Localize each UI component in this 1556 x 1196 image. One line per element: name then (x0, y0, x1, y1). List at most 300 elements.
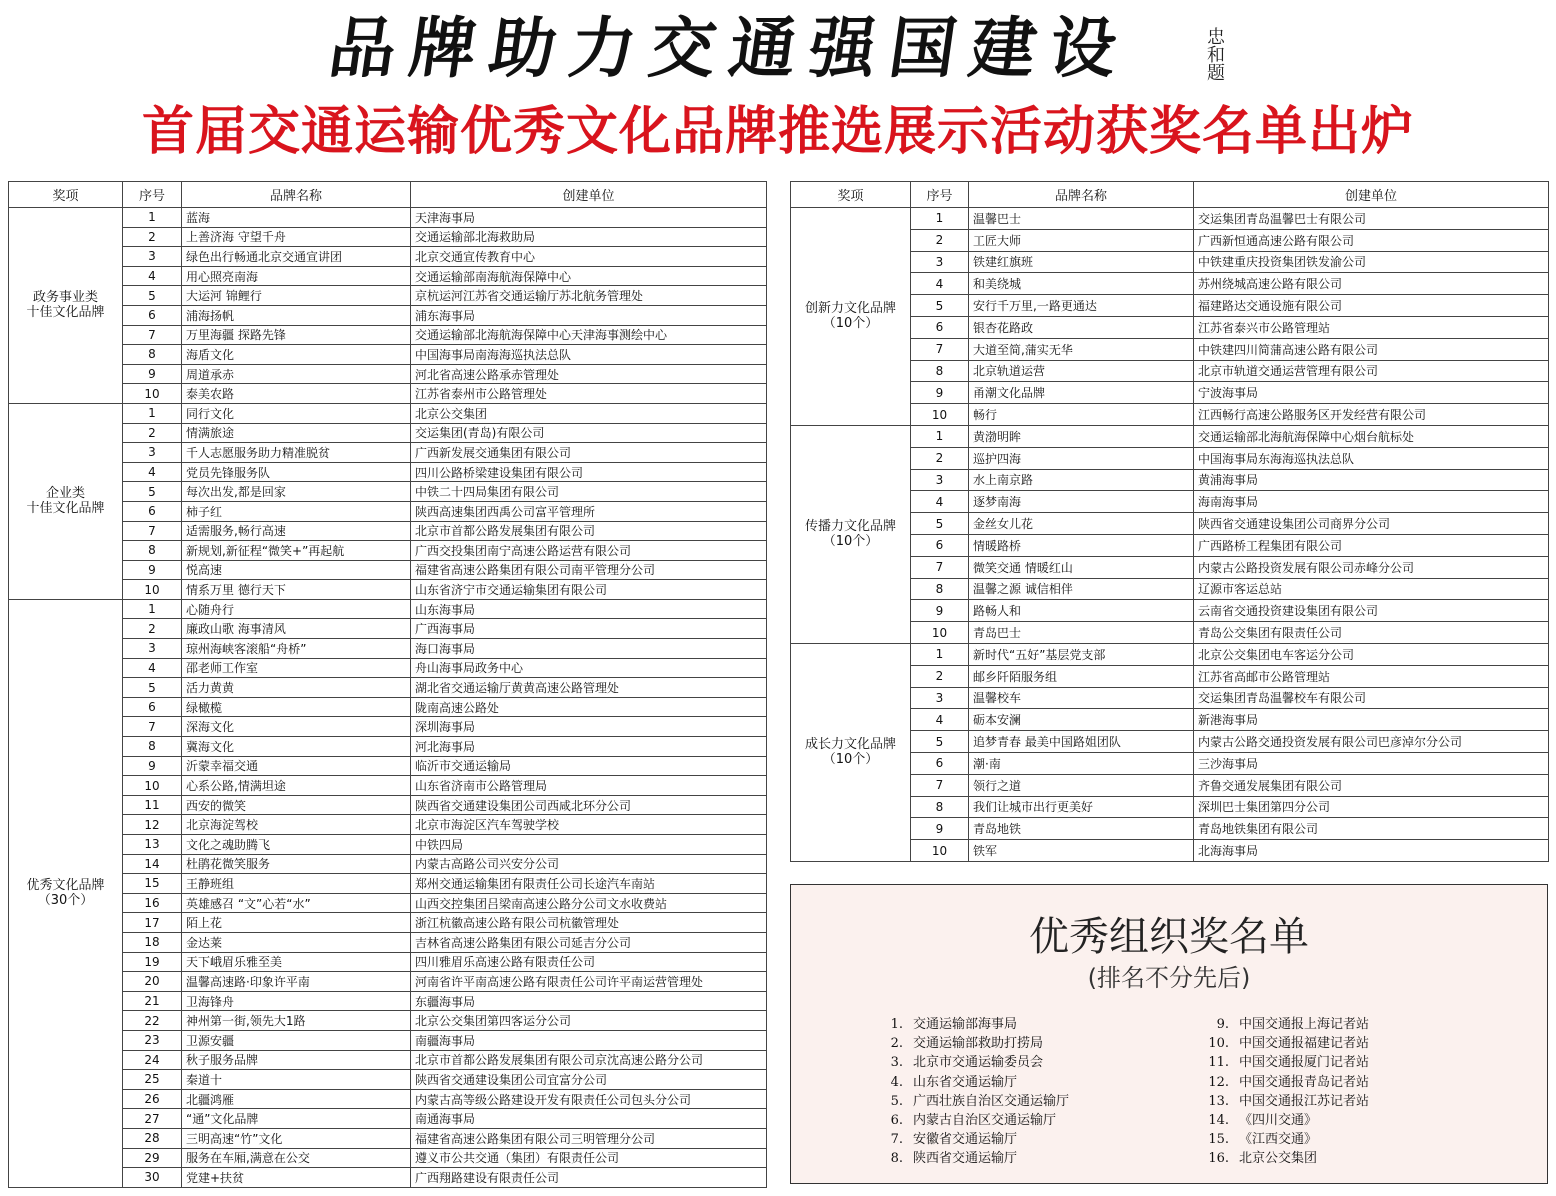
seq-cell: 5 (123, 482, 182, 502)
brand-name-cell: 青岛地铁 (969, 818, 1194, 840)
org-list-left (873, 1015, 1069, 1169)
table-row (9, 658, 767, 678)
seq-cell: 3 (911, 251, 969, 273)
table-row (9, 795, 767, 815)
unit-cell: 深圳巴士集团第四分公司 (1194, 796, 1549, 818)
brand-name-cell: 同行文化 (182, 403, 411, 423)
brand-name-cell: 英雄感召 “文”心若“水” (182, 893, 411, 913)
table-row (9, 776, 767, 796)
seq-cell: 22 (123, 1011, 182, 1031)
brand-name-cell: 浦海扬帆 (182, 305, 411, 325)
unit-cell: 内蒙古公路投资发展有限公司赤峰分公司 (1194, 556, 1549, 578)
list-item-name: 中国交通报青岛记者站 (1239, 1074, 1370, 1090)
unit-cell: 辽源市客运总站 (1194, 578, 1549, 600)
brand-name-cell: 金达莱 (182, 932, 411, 952)
unit-cell: 舟山海事局政务中心 (411, 658, 767, 678)
unit-cell: 中铁二十四局集团有限公司 (411, 482, 767, 502)
unit-cell: 浙江杭徽高速公路有限公司杭徽管理处 (411, 913, 767, 933)
table-row (9, 991, 767, 1011)
table-row (9, 678, 767, 698)
seq-cell: 16 (123, 893, 182, 913)
brand-name-cell: 青岛巴士 (969, 622, 1194, 644)
table-row (9, 1148, 767, 1168)
list-item-name: 山东省交通运输厅 (913, 1074, 1018, 1090)
list-item-name: 内蒙古自治区交通运输厅 (913, 1112, 1057, 1128)
header-brand: 品牌名称 (969, 182, 1194, 208)
table-row (9, 521, 767, 541)
award-category (9, 208, 123, 404)
header-unit: 创建单位 (411, 182, 767, 208)
list-item-number: 13. (1208, 1093, 1229, 1109)
brand-name-cell: 银杏花路政 (969, 316, 1194, 338)
unit-cell: 中铁四局 (411, 835, 767, 855)
unit-cell: 山东省济南市公路管理局 (411, 776, 767, 796)
list-item (873, 1092, 1069, 1111)
brand-name-cell: 铁建红旗班 (969, 251, 1194, 273)
unit-cell: 浦东海事局 (411, 305, 767, 325)
unit-cell: 福建路达交通设施有限公司 (1194, 295, 1549, 317)
table-row (9, 541, 767, 561)
unit-cell: 东疆海事局 (411, 991, 767, 1011)
list-item (873, 1149, 1069, 1168)
seq-cell: 18 (123, 932, 182, 952)
brand-name-cell: 蓝海 (182, 208, 411, 228)
brand-name-cell: 情暖路桥 (969, 534, 1194, 556)
seq-cell: 21 (123, 991, 182, 1011)
brand-name-cell: 三明高速“竹”文化 (182, 1128, 411, 1148)
list-item-number: 14. (1208, 1112, 1229, 1128)
table-row (9, 1030, 767, 1050)
brand-name-cell: 杜鹃花微笑服务 (182, 854, 411, 874)
unit-cell: 四川公路桥梁建设集团有限公司 (411, 462, 767, 482)
header-brand: 品牌名称 (182, 182, 411, 208)
org-award-subtitle: (排名不分先后) (1087, 964, 1251, 992)
brand-name-cell: 铁军 (969, 840, 1194, 862)
brand-name-cell: 水上南京路 (969, 469, 1194, 491)
seq-cell: 4 (911, 709, 969, 731)
list-item (1199, 1034, 1369, 1053)
list-item-name: 《四川交通》 (1239, 1112, 1318, 1128)
list-item-number: 2. (890, 1036, 903, 1052)
list-item-number: 6. (890, 1112, 903, 1128)
seq-cell: 5 (911, 731, 969, 753)
list-item (1199, 1111, 1369, 1130)
brand-name-cell: 绿色出行畅通北京交通宣讲团 (182, 247, 411, 267)
unit-cell: 四川雅眉乐高速公路有限责任公司 (411, 952, 767, 972)
seq-cell: 10 (123, 384, 182, 404)
list-item (1199, 1053, 1369, 1072)
unit-cell: 陇南高速公路处 (411, 697, 767, 717)
seq-cell: 27 (123, 1109, 182, 1129)
table-row (9, 913, 767, 933)
brand-name-cell: 周道承赤 (182, 364, 411, 384)
table-row (9, 482, 767, 502)
seq-cell: 5 (911, 513, 969, 535)
list-item-name: 《江西交通》 (1239, 1132, 1318, 1148)
brand-name-cell: 情系万里 德行天下 (182, 580, 411, 600)
list-item (873, 1073, 1069, 1092)
seq-cell: 14 (123, 854, 182, 874)
list-item (1199, 1015, 1369, 1034)
table-row (9, 462, 767, 482)
brand-name-cell: 琼州海峡客滚船“舟桥” (182, 639, 411, 659)
unit-cell: 苏州绕城高速公路有限公司 (1194, 273, 1549, 295)
seq-cell: 6 (123, 305, 182, 325)
unit-cell: 广西新发展交通集团有限公司 (411, 443, 767, 463)
seq-cell: 8 (911, 360, 969, 382)
list-item (873, 1130, 1069, 1149)
brand-name-cell: 用心照亮南海 (182, 266, 411, 286)
list-item (873, 1034, 1069, 1053)
brand-name-cell: 泰美农路 (182, 384, 411, 404)
table-row (9, 266, 767, 286)
brand-name-cell: 金丝女儿花 (969, 513, 1194, 535)
unit-cell: 海南海事局 (1194, 491, 1549, 513)
seq-cell: 4 (123, 462, 182, 482)
table-row (9, 854, 767, 874)
brand-name-cell: 西安的微笑 (182, 795, 411, 815)
list-item-number: 3. (890, 1055, 903, 1071)
table-row (9, 893, 767, 913)
seq-cell: 5 (123, 678, 182, 698)
award-category-line: 创新力文化品牌 (804, 301, 896, 317)
seq-cell: 17 (123, 913, 182, 933)
seq-cell: 2 (123, 423, 182, 443)
table-row (9, 1109, 767, 1129)
brand-name-cell: 每次出发,都是回家 (182, 482, 411, 502)
seq-cell: 2 (123, 619, 182, 639)
brand-name-cell: 邮乡阡陌服务组 (969, 665, 1194, 687)
seq-cell: 8 (123, 345, 182, 365)
table-row (9, 305, 767, 325)
table-row (9, 384, 767, 404)
table-row (9, 286, 767, 306)
brand-name-cell: 党建+扶贫 (182, 1168, 411, 1188)
table-row (9, 1050, 767, 1070)
unit-cell: 内蒙古高等级公路建设开发有限责任公司包头分公司 (411, 1089, 767, 1109)
brand-name-cell: 廉政山歌 海事清风 (182, 619, 411, 639)
unit-cell: 江苏省高邮市公路管理站 (1194, 665, 1549, 687)
unit-cell: 陕西省交通建设集团公司商界分公司 (1194, 513, 1549, 535)
brand-name-cell: 心随舟行 (182, 599, 411, 619)
unit-cell: 山东海事局 (411, 599, 767, 619)
brand-name-cell: 领行之道 (969, 774, 1194, 796)
seq-cell: 6 (911, 534, 969, 556)
unit-cell: 交通运输部南海航海保障中心 (411, 266, 767, 286)
list-item-number: 15. (1208, 1132, 1229, 1148)
table-row (9, 717, 767, 737)
seq-cell: 10 (911, 840, 969, 862)
unit-cell: 中国海事局南海海巡执法总队 (411, 345, 767, 365)
seq-cell: 5 (911, 295, 969, 317)
unit-cell: 北京市轨道交通运营管理有限公司 (1194, 360, 1549, 382)
table-row (9, 227, 767, 247)
seq-cell: 1 (911, 208, 969, 230)
seq-cell: 11 (123, 795, 182, 815)
award-category (791, 643, 911, 861)
seq-cell: 8 (123, 541, 182, 561)
list-item-name: 北京公交集团 (1239, 1151, 1318, 1167)
unit-cell: 临沂市交通运输局 (411, 756, 767, 776)
header-seq: 序号 (911, 182, 969, 208)
brand-name-cell: 新时代“五好”基层党支部 (969, 643, 1194, 665)
list-item (873, 1111, 1069, 1130)
seq-cell: 10 (123, 580, 182, 600)
list-item-number: 8. (890, 1151, 903, 1167)
table-row (9, 697, 767, 717)
unit-cell: 青岛地铁集团有限公司 (1194, 818, 1549, 840)
brand-name-cell: 微笑交通 情暖红山 (969, 556, 1194, 578)
seq-cell: 9 (911, 600, 969, 622)
unit-cell: 广西新恒通高速公路有限公司 (1194, 229, 1549, 251)
unit-cell: 齐鲁交通发展集团有限公司 (1194, 774, 1549, 796)
org-list-right (1199, 1015, 1369, 1169)
brand-name-cell: 秋子服务品牌 (182, 1050, 411, 1070)
unit-cell: 吉林省高速公路集团有限公司延吉分公司 (411, 932, 767, 952)
header-award: 奖项 (791, 182, 911, 208)
seq-cell: 4 (911, 273, 969, 295)
brand-name-cell: 适需服务,畅行高速 (182, 521, 411, 541)
seq-cell: 9 (123, 560, 182, 580)
seq-cell: 9 (123, 364, 182, 384)
brand-name-cell: 北京海淀驾校 (182, 815, 411, 835)
brand-name-cell: 深海文化 (182, 717, 411, 737)
list-item-name: 陕西省交通运输厅 (913, 1151, 1018, 1167)
table-row (9, 1011, 767, 1031)
award-category-line: （10个） (822, 752, 879, 768)
seq-cell: 2 (911, 665, 969, 687)
seq-cell: 25 (123, 1070, 182, 1090)
unit-cell: 北京市海淀区汽车驾驶学校 (411, 815, 767, 835)
seq-cell: 4 (911, 491, 969, 513)
seq-cell: 29 (123, 1148, 182, 1168)
list-item-name: 中国交通报厦门记者站 (1239, 1055, 1370, 1071)
seq-cell: 1 (123, 599, 182, 619)
seq-cell: 6 (123, 697, 182, 717)
brand-name-cell: 海盾文化 (182, 345, 411, 365)
headline: 首届交通运输优秀文化品牌推选展示活动获奖名单出炉 (141, 102, 1414, 162)
list-item-number: 5. (890, 1093, 903, 1109)
seq-cell: 28 (123, 1128, 182, 1148)
table-row (9, 932, 767, 952)
table-row (9, 560, 767, 580)
unit-cell: 江苏省泰兴市公路管理站 (1194, 316, 1549, 338)
brand-name-cell: 大道至简,蒲实无华 (969, 338, 1194, 360)
unit-cell: 交通运输部北海救助局 (411, 227, 767, 247)
table-row (9, 423, 767, 443)
award-category (791, 425, 911, 643)
brand-name-cell: 我们让城市出行更美好 (969, 796, 1194, 818)
unit-cell: 北京市首都公路发展集团有限公司 (411, 521, 767, 541)
seq-cell: 4 (123, 658, 182, 678)
unit-cell: 北海海事局 (1194, 840, 1549, 862)
seq-cell: 6 (911, 752, 969, 774)
list-item (873, 1015, 1069, 1034)
unit-cell: 内蒙古高路公司兴安分公司 (411, 854, 767, 874)
unit-cell: 交运集团青岛温馨校车有限公司 (1194, 687, 1549, 709)
table-row (9, 1128, 767, 1148)
unit-cell: 陕西省交通建设集团公司宜富分公司 (411, 1070, 767, 1090)
unit-cell: 陕西省交通建设集团公司西咸北环分公司 (411, 795, 767, 815)
list-item (1199, 1073, 1369, 1092)
seq-cell: 13 (123, 835, 182, 855)
unit-cell: 交通运输部北海航海保障中心烟台航标处 (1194, 425, 1549, 447)
table-row (9, 874, 767, 894)
brand-name-cell: 冀海文化 (182, 737, 411, 757)
list-item-number: 4. (890, 1074, 903, 1090)
seq-cell: 2 (911, 229, 969, 251)
brand-name-cell: 活力黄黄 (182, 678, 411, 698)
seq-cell: 3 (123, 443, 182, 463)
seq-cell: 9 (911, 382, 969, 404)
unit-cell: 遵义市公共交通（集团）有限责任公司 (411, 1148, 767, 1168)
unit-cell: 河北省高速公路承赤管理处 (411, 364, 767, 384)
list-item-name: 交通运输部救助打捞局 (913, 1036, 1044, 1052)
seq-cell: 3 (123, 639, 182, 659)
unit-cell: 云南省交通投资建设集团有限公司 (1194, 600, 1549, 622)
brand-name-cell: 追梦青春 最美中国路姐团队 (969, 731, 1194, 753)
table-row (9, 443, 767, 463)
list-item-number: 12. (1208, 1074, 1229, 1090)
list-item-name: 交通运输部海事局 (913, 1017, 1018, 1032)
seq-cell: 24 (123, 1050, 182, 1070)
unit-cell: 中铁建重庆投资集团铁发渝公司 (1194, 251, 1549, 273)
brand-name-cell: 天下峨眉乐雅至美 (182, 952, 411, 972)
table-row (9, 599, 767, 619)
award-category-line: 传播力文化品牌 (804, 519, 896, 535)
brand-name-cell: 大运河 锦鲤行 (182, 286, 411, 306)
brand-name-cell: 柿子红 (182, 501, 411, 521)
brand-name-cell: 北疆鸿雁 (182, 1089, 411, 1109)
brand-name-cell: 畅行 (969, 404, 1194, 426)
unit-cell: 宁波海事局 (1194, 382, 1549, 404)
seq-cell: 10 (911, 622, 969, 644)
seq-cell: 9 (911, 818, 969, 840)
unit-cell: 广西路桥工程集团有限公司 (1194, 534, 1549, 556)
table-row (9, 208, 767, 228)
list-item-number: 10. (1208, 1036, 1229, 1052)
table-row (9, 815, 767, 835)
table-row (9, 1168, 767, 1188)
unit-cell: 南疆海事局 (411, 1030, 767, 1050)
left-award-table (8, 181, 767, 1188)
table-row (9, 952, 767, 972)
award-category (791, 208, 911, 426)
list-item-number: 11. (1208, 1055, 1229, 1071)
unit-cell: 湖北省交通运输厅黄黄高速公路管理处 (411, 678, 767, 698)
brand-name-cell: 黄渤明眸 (969, 425, 1194, 447)
list-item-name: 北京市交通运输委员会 (913, 1055, 1044, 1071)
award-category-line: 企业类 (45, 486, 85, 502)
table-row (9, 247, 767, 267)
seq-cell: 12 (123, 815, 182, 835)
brand-name-cell: 温馨之源 诚信相伴 (969, 578, 1194, 600)
seq-cell: 7 (911, 556, 969, 578)
brand-name-cell: 万里海疆 探路先锋 (182, 325, 411, 345)
list-item-number: 7. (890, 1132, 903, 1148)
brand-name-cell: 神州第一街,领先大1路 (182, 1011, 411, 1031)
table-row (9, 580, 767, 600)
header-award: 奖项 (9, 182, 123, 208)
table-row (9, 345, 767, 365)
organization-award-panel (790, 884, 1548, 1184)
table-row (791, 643, 1549, 665)
list-item-name: 广西壮族自治区交通运输厅 (913, 1093, 1070, 1109)
seq-cell: 2 (123, 227, 182, 247)
award-category-line: （10个） (822, 316, 879, 332)
unit-cell: 郑州交通运输集团有限责任公司长途汽车南站 (411, 874, 767, 894)
table-row (9, 972, 767, 992)
unit-cell: 交运集团(青岛)有限公司 (411, 423, 767, 443)
unit-cell: 广西交投集团南宁高速公路运营有限公司 (411, 541, 767, 561)
brand-name-cell: 路畅人和 (969, 600, 1194, 622)
unit-cell: 交通运输部北海航海保障中心天津海事测绘中心 (411, 325, 767, 345)
unit-cell: 北京市首都公路发展集团有限公司京沈高速公路分公司 (411, 1050, 767, 1070)
brand-name-cell: 潮·南 (969, 752, 1194, 774)
table-row (9, 403, 767, 423)
brand-name-cell: 沂蒙幸福交通 (182, 756, 411, 776)
seq-cell: 1 (123, 403, 182, 423)
seq-cell: 7 (123, 325, 182, 345)
table-row (9, 737, 767, 757)
unit-cell: 青岛公交集团有限责任公司 (1194, 622, 1549, 644)
unit-cell: 交运集团青岛温馨巴士有限公司 (1194, 208, 1549, 230)
award-category-line: 十佳文化品牌 (26, 501, 105, 517)
brand-name-cell: 邵老师工作室 (182, 658, 411, 678)
unit-cell: 河北海事局 (411, 737, 767, 757)
seq-cell: 23 (123, 1030, 182, 1050)
brand-name-cell: 和美绕城 (969, 273, 1194, 295)
award-category-line: 政务事业类 (32, 290, 98, 306)
award-category-line: （30个） (37, 893, 94, 909)
list-item (1199, 1130, 1369, 1149)
unit-cell: 北京公交集团电车客运分公司 (1194, 643, 1549, 665)
brand-name-cell: 巡护四海 (969, 447, 1194, 469)
award-category (9, 599, 123, 1187)
unit-cell: 海口海事局 (411, 639, 767, 659)
seq-cell: 26 (123, 1089, 182, 1109)
table-row (9, 1070, 767, 1090)
header-seq: 序号 (123, 182, 182, 208)
seq-cell: 6 (123, 501, 182, 521)
brand-name-cell: 砺本安澜 (969, 709, 1194, 731)
brand-name-cell: 逐梦南海 (969, 491, 1194, 513)
unit-cell: 京杭运河江苏省交通运输厅苏北航务管理处 (411, 286, 767, 306)
seq-cell: 3 (911, 687, 969, 709)
list-item-number: 1. (890, 1017, 903, 1032)
table-row (9, 756, 767, 776)
list-item (873, 1053, 1069, 1072)
calligraphy-title: 品牌助力交通强国建设 (324, 9, 1136, 87)
brand-name-cell: 新规划,新征程“微笑+”再起航 (182, 541, 411, 561)
table-row (9, 835, 767, 855)
unit-cell: 江西畅行高速公路服务区开发经营有限公司 (1194, 404, 1549, 426)
unit-cell: 天津海事局 (411, 208, 767, 228)
brand-name-cell: 文化之魂助腾飞 (182, 835, 411, 855)
award-category-line: 优秀文化品牌 (26, 878, 105, 894)
list-item (1199, 1092, 1369, 1111)
unit-cell: 福建省高速公路集团有限公司三明管理分公司 (411, 1128, 767, 1148)
brand-name-cell: 绿橄榄 (182, 697, 411, 717)
unit-cell: 山东省济宁市交通运输集团有限公司 (411, 580, 767, 600)
seq-cell: 7 (123, 717, 182, 737)
unit-cell: 江苏省泰州市公路管理处 (411, 384, 767, 404)
unit-cell: 新港海事局 (1194, 709, 1549, 731)
seq-cell: 7 (123, 521, 182, 541)
seq-cell: 7 (911, 774, 969, 796)
brand-name-cell: 甬潮文化品牌 (969, 382, 1194, 404)
org-award-title: 优秀组织奖名单 (1029, 914, 1309, 960)
